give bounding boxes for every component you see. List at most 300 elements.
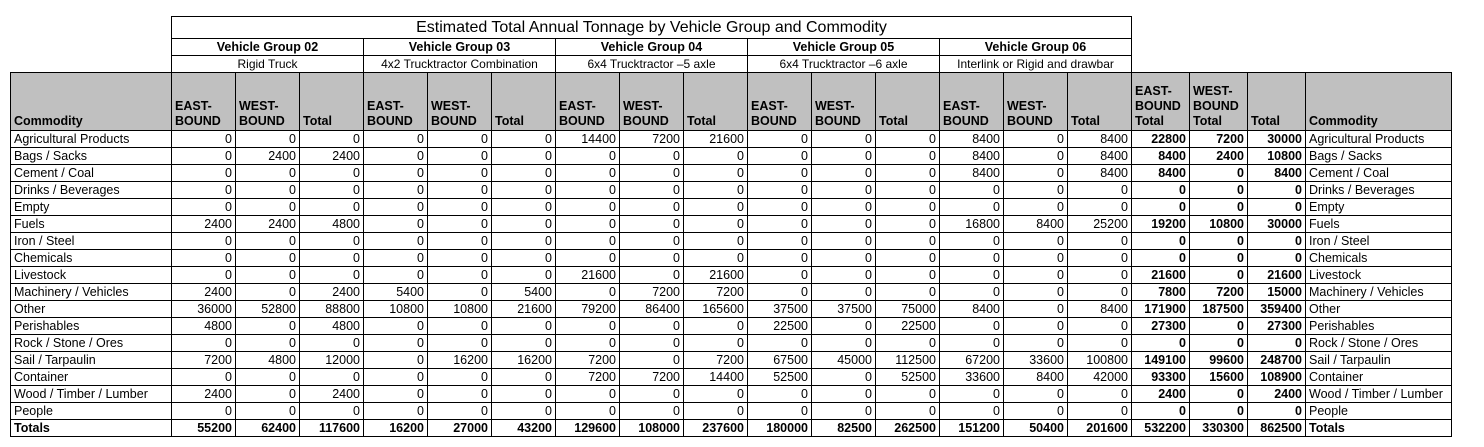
value-cell: 0	[300, 165, 364, 182]
value-cell: 0	[364, 233, 428, 250]
value-cell: 0	[1004, 199, 1068, 216]
value-cell: 2400	[236, 148, 300, 165]
commodity-cell: Sail / Tarpaulin	[11, 352, 172, 369]
value-cell: 0	[1190, 318, 1248, 335]
value-cell: 0	[172, 403, 236, 420]
value-cell: 0	[172, 131, 236, 148]
commodity-cell-right: Rock / Stone / Ores	[1306, 335, 1452, 352]
value-cell: 0	[1068, 403, 1132, 420]
value-cell: 0	[1004, 403, 1068, 420]
commodity-cell: Cement / Coal	[11, 165, 172, 182]
value-cell: 0	[1132, 233, 1190, 250]
value-cell: 4800	[300, 318, 364, 335]
header-eastbound: EAST- BOUND	[748, 73, 812, 131]
value-cell: 2400	[172, 284, 236, 301]
commodity-cell: Container	[11, 369, 172, 386]
value-cell: 10800	[1190, 216, 1248, 233]
value-cell: 7800	[1132, 284, 1190, 301]
value-cell: 8400	[1068, 131, 1132, 148]
value-cell: 0	[236, 318, 300, 335]
commodity-cell: Other	[11, 301, 172, 318]
value-cell: 0	[172, 165, 236, 182]
value-cell: 0	[1068, 199, 1132, 216]
value-cell: 0	[620, 250, 684, 267]
value-cell: 0	[556, 335, 620, 352]
value-cell: 0	[748, 199, 812, 216]
value-cell: 0	[364, 386, 428, 403]
value-cell: 0	[620, 335, 684, 352]
value-cell: 0	[300, 250, 364, 267]
commodity-cell-right: Chemicals	[1306, 250, 1452, 267]
commodity-cell-right: Perishables	[1306, 318, 1452, 335]
group-name-row	[11, 39, 1452, 56]
value-cell: 0	[492, 199, 556, 216]
value-cell: 0	[620, 148, 684, 165]
value-cell: 37500	[812, 301, 876, 318]
header-grand-total: Total	[1248, 73, 1306, 131]
value-cell: 0	[1004, 318, 1068, 335]
value-cell: 8400	[1068, 148, 1132, 165]
value-cell: 0	[172, 148, 236, 165]
value-cell: 10800	[428, 301, 492, 318]
totals-row	[11, 420, 1452, 437]
value-cell: 0	[364, 216, 428, 233]
value-cell: 0	[492, 369, 556, 386]
value-cell: 0	[364, 165, 428, 182]
value-cell: 0	[556, 250, 620, 267]
value-cell: 108900	[1248, 369, 1306, 386]
table-row	[11, 165, 1452, 182]
value-cell: 0	[364, 352, 428, 369]
value-cell: 0	[556, 233, 620, 250]
commodity-cell-right: Sail / Tarpaulin	[1306, 352, 1452, 369]
header-commodity: Commodity	[11, 73, 172, 131]
value-cell: 0	[620, 267, 684, 284]
value-cell: 0	[236, 369, 300, 386]
value-cell: 8400	[1248, 165, 1306, 182]
header-westbound: WEST- BOUND	[236, 73, 300, 131]
value-cell: 0	[364, 403, 428, 420]
value-cell: 21600	[1248, 267, 1306, 284]
value-cell: 0	[300, 199, 364, 216]
value-cell: 0	[1190, 267, 1248, 284]
value-cell: 171900	[1132, 301, 1190, 318]
value-cell: 0	[876, 148, 940, 165]
header-westbound: WEST- BOUND	[620, 73, 684, 131]
header-eastbound: EAST- BOUND	[172, 73, 236, 131]
header-westbound-total: WEST- BOUND Total	[1190, 73, 1248, 131]
commodity-cell-right: Bags / Sacks	[1306, 148, 1452, 165]
value-cell: 0	[428, 318, 492, 335]
value-cell: 0	[684, 216, 748, 233]
value-cell: 0	[1248, 250, 1306, 267]
value-cell: 8400	[1004, 216, 1068, 233]
table-row	[11, 131, 1452, 148]
value-cell: 0	[620, 199, 684, 216]
commodity-cell: Perishables	[11, 318, 172, 335]
value-cell: 0	[556, 318, 620, 335]
value-cell: 0	[300, 267, 364, 284]
value-cell: 8400	[940, 148, 1004, 165]
value-cell: 0	[812, 233, 876, 250]
value-cell: 8400	[940, 165, 1004, 182]
value-cell: 0	[620, 318, 684, 335]
value-cell: 0	[1068, 250, 1132, 267]
value-cell: 0	[684, 199, 748, 216]
value-cell: 5400	[492, 284, 556, 301]
value-cell: 0	[940, 335, 1004, 352]
value-cell: 149100	[1132, 352, 1190, 369]
value-cell: 75000	[876, 301, 940, 318]
value-cell: 0	[1004, 233, 1068, 250]
value-cell: 0	[940, 182, 1004, 199]
value-cell: 187500	[1190, 301, 1248, 318]
value-cell: 7200	[620, 131, 684, 148]
table-row	[11, 369, 1452, 386]
commodity-cell: Fuels	[11, 216, 172, 233]
value-cell: 0	[236, 182, 300, 199]
value-cell: 0	[876, 386, 940, 403]
value-cell: 8400	[1132, 165, 1190, 182]
value-cell: 7200	[556, 352, 620, 369]
value-cell: 19200	[1132, 216, 1190, 233]
value-cell: 0	[940, 233, 1004, 250]
value-cell: 0	[812, 182, 876, 199]
value-cell: 0	[428, 199, 492, 216]
commodity-cell-right: Livestock	[1306, 267, 1452, 284]
value-cell: 0	[812, 403, 876, 420]
value-cell: 0	[364, 369, 428, 386]
value-cell: 0	[1068, 267, 1132, 284]
value-cell: 0	[748, 233, 812, 250]
value-cell: 0	[428, 386, 492, 403]
value-cell: 0	[620, 216, 684, 233]
commodity-cell: Chemicals	[11, 250, 172, 267]
value-cell: 0	[684, 318, 748, 335]
value-cell: 0	[748, 182, 812, 199]
value-cell: 0	[1132, 182, 1190, 199]
value-cell: 0	[940, 250, 1004, 267]
value-cell: 0	[876, 335, 940, 352]
header-eastbound: EAST- BOUND	[556, 73, 620, 131]
value-cell: 180000	[748, 420, 812, 437]
value-cell: 0	[236, 250, 300, 267]
header-total: Total	[684, 73, 748, 131]
value-cell: 330300	[1190, 420, 1248, 437]
value-cell: 16800	[940, 216, 1004, 233]
value-cell: 0	[748, 165, 812, 182]
value-cell: 16200	[428, 352, 492, 369]
value-cell: 37500	[748, 301, 812, 318]
value-cell: 2400	[300, 386, 364, 403]
value-cell: 2400	[300, 148, 364, 165]
value-cell: 21600	[684, 131, 748, 148]
value-cell: 0	[748, 386, 812, 403]
table-row	[11, 233, 1452, 250]
value-cell: 0	[428, 182, 492, 199]
value-cell: 0	[428, 216, 492, 233]
value-cell: 0	[748, 403, 812, 420]
value-cell: 0	[1132, 250, 1190, 267]
value-cell: 0	[492, 131, 556, 148]
commodity-cell-right: Drinks / Beverages	[1306, 182, 1452, 199]
value-cell: 0	[812, 250, 876, 267]
value-cell: 0	[556, 165, 620, 182]
value-cell: 0	[876, 131, 940, 148]
value-cell: 27300	[1248, 318, 1306, 335]
value-cell: 16200	[492, 352, 556, 369]
value-cell: 55200	[172, 420, 236, 437]
value-cell: 0	[364, 131, 428, 148]
value-cell: 2400	[1248, 386, 1306, 403]
group-name: Vehicle Group 03	[364, 39, 556, 56]
value-cell: 0	[300, 131, 364, 148]
value-cell: 67500	[748, 352, 812, 369]
value-cell: 0	[556, 284, 620, 301]
value-cell: 0	[300, 233, 364, 250]
value-cell: 4800	[236, 352, 300, 369]
value-cell: 0	[1004, 301, 1068, 318]
value-cell: 0	[300, 335, 364, 352]
value-cell: 0	[684, 148, 748, 165]
value-cell: 0	[812, 131, 876, 148]
commodity-cell: Livestock	[11, 267, 172, 284]
value-cell: 7200	[1190, 131, 1248, 148]
value-cell: 43200	[492, 420, 556, 437]
spreadsheet	[10, 16, 1452, 437]
commodity-cell: Iron / Steel	[11, 233, 172, 250]
header-westbound: WEST- BOUND	[812, 73, 876, 131]
value-cell: 52500	[748, 369, 812, 386]
value-cell: 0	[428, 250, 492, 267]
value-cell: 0	[428, 284, 492, 301]
table-row	[11, 335, 1452, 352]
value-cell: 0	[556, 199, 620, 216]
value-cell: 0	[684, 335, 748, 352]
value-cell: 4800	[300, 216, 364, 233]
commodity-cell-right: Empty	[1306, 199, 1452, 216]
header-total: Total	[492, 73, 556, 131]
value-cell: 0	[364, 318, 428, 335]
value-cell: 0	[812, 165, 876, 182]
value-cell: 0	[876, 250, 940, 267]
value-cell: 82500	[812, 420, 876, 437]
value-cell: 15600	[1190, 369, 1248, 386]
value-cell: 7200	[620, 284, 684, 301]
value-cell: 0	[236, 335, 300, 352]
value-cell: 0	[1190, 403, 1248, 420]
value-cell: 0	[1190, 165, 1248, 182]
value-cell: 25200	[1068, 216, 1132, 233]
value-cell: 0	[940, 318, 1004, 335]
value-cell: 0	[1068, 284, 1132, 301]
value-cell: 0	[812, 267, 876, 284]
value-cell: 2400	[172, 216, 236, 233]
value-cell: 22500	[748, 318, 812, 335]
value-cell: 36000	[172, 301, 236, 318]
value-cell: 0	[364, 335, 428, 352]
commodity-cell: Drinks / Beverages	[11, 182, 172, 199]
value-cell: 0	[364, 267, 428, 284]
group-name: Vehicle Group 06	[940, 39, 1132, 56]
commodity-cell-right: Totals	[1306, 420, 1452, 437]
value-cell: 0	[620, 352, 684, 369]
value-cell: 0	[1004, 250, 1068, 267]
table-row	[11, 216, 1452, 233]
value-cell: 0	[620, 165, 684, 182]
value-cell: 0	[428, 335, 492, 352]
value-cell: 5400	[364, 284, 428, 301]
value-cell: 0	[300, 403, 364, 420]
value-cell: 862500	[1248, 420, 1306, 437]
group-desc: Rigid Truck	[172, 56, 364, 73]
value-cell: 0	[1248, 182, 1306, 199]
value-cell: 0	[428, 165, 492, 182]
value-cell: 0	[172, 250, 236, 267]
table-row	[11, 386, 1452, 403]
value-cell: 22500	[876, 318, 940, 335]
commodity-cell-right: Cement / Coal	[1306, 165, 1452, 182]
value-cell: 0	[236, 165, 300, 182]
value-cell: 0	[1248, 199, 1306, 216]
table-row	[11, 182, 1452, 199]
value-cell: 0	[428, 369, 492, 386]
value-cell: 0	[172, 233, 236, 250]
value-cell: 27300	[1132, 318, 1190, 335]
value-cell: 33600	[940, 369, 1004, 386]
value-cell: 0	[364, 182, 428, 199]
value-cell: 0	[492, 403, 556, 420]
header-eastbound: EAST- BOUND	[940, 73, 1004, 131]
value-cell: 45000	[812, 352, 876, 369]
value-cell: 0	[940, 267, 1004, 284]
group-name: Vehicle Group 04	[556, 39, 748, 56]
value-cell: 8400	[940, 131, 1004, 148]
value-cell: 0	[812, 318, 876, 335]
value-cell: 0	[492, 148, 556, 165]
value-cell: 0	[1004, 182, 1068, 199]
commodity-cell: Rock / Stone / Ores	[11, 335, 172, 352]
value-cell: 0	[1004, 284, 1068, 301]
value-cell: 8400	[1132, 148, 1190, 165]
value-cell: 8400	[1068, 301, 1132, 318]
value-cell: 0	[364, 250, 428, 267]
commodity-cell-right: People	[1306, 403, 1452, 420]
value-cell: 62400	[236, 420, 300, 437]
value-cell: 0	[1132, 335, 1190, 352]
commodity-cell: Empty	[11, 199, 172, 216]
group-name: Vehicle Group 05	[748, 39, 940, 56]
value-cell: 2400	[1132, 386, 1190, 403]
commodity-cell-right: Iron / Steel	[1306, 233, 1452, 250]
header-total: Total	[300, 73, 364, 131]
header-total: Total	[876, 73, 940, 131]
value-cell: 2400	[1190, 148, 1248, 165]
value-cell: 0	[492, 318, 556, 335]
table-row	[11, 403, 1452, 420]
value-cell: 0	[684, 403, 748, 420]
table-row	[11, 301, 1452, 318]
value-cell: 0	[876, 284, 940, 301]
tonnage-table	[10, 16, 1452, 437]
group-desc: 6x4 Trucktractor –6 axle	[748, 56, 940, 73]
value-cell: 7200	[1190, 284, 1248, 301]
value-cell: 0	[236, 131, 300, 148]
table-row	[11, 284, 1452, 301]
value-cell: 0	[748, 267, 812, 284]
value-cell: 33600	[1004, 352, 1068, 369]
value-cell: 0	[428, 131, 492, 148]
value-cell: 0	[876, 267, 940, 284]
value-cell: 532200	[1132, 420, 1190, 437]
value-cell: 108000	[620, 420, 684, 437]
value-cell: 0	[492, 165, 556, 182]
value-cell: 2400	[172, 386, 236, 403]
value-cell: 0	[492, 216, 556, 233]
value-cell: 0	[1190, 199, 1248, 216]
value-cell: 0	[684, 165, 748, 182]
value-cell: 0	[812, 335, 876, 352]
value-cell: 0	[236, 284, 300, 301]
commodity-cell: Totals	[11, 420, 172, 437]
value-cell: 0	[940, 386, 1004, 403]
value-cell: 7200	[172, 352, 236, 369]
value-cell: 30000	[1248, 131, 1306, 148]
value-cell: 0	[876, 182, 940, 199]
commodity-cell: Wood / Timber / Lumber	[11, 386, 172, 403]
value-cell: 0	[1004, 131, 1068, 148]
commodity-cell-right: Agricultural Products	[1306, 131, 1452, 148]
value-cell: 0	[812, 386, 876, 403]
value-cell: 86400	[620, 301, 684, 318]
value-cell: 0	[876, 216, 940, 233]
value-cell: 8400	[940, 301, 1004, 318]
value-cell: 0	[236, 386, 300, 403]
value-cell: 0	[1068, 233, 1132, 250]
value-cell: 0	[172, 182, 236, 199]
value-cell: 262500	[876, 420, 940, 437]
value-cell: 93300	[1132, 369, 1190, 386]
commodity-cell: People	[11, 403, 172, 420]
value-cell: 0	[1190, 182, 1248, 199]
value-cell: 52800	[236, 301, 300, 318]
value-cell: 14400	[684, 369, 748, 386]
commodity-cell-right: Fuels	[1306, 216, 1452, 233]
value-cell: 0	[172, 335, 236, 352]
value-cell: 0	[300, 369, 364, 386]
header-westbound: WEST- BOUND	[428, 73, 492, 131]
commodity-cell: Agricultural Products	[11, 131, 172, 148]
value-cell: 0	[1004, 386, 1068, 403]
table-row	[11, 318, 1452, 335]
value-cell: 0	[556, 386, 620, 403]
header-westbound: WEST- BOUND	[1004, 73, 1068, 131]
value-cell: 7200	[684, 352, 748, 369]
value-cell: 0	[940, 199, 1004, 216]
commodity-cell-right: Container	[1306, 369, 1452, 386]
value-cell: 248700	[1248, 352, 1306, 369]
value-cell: 79200	[556, 301, 620, 318]
value-cell: 0	[1248, 335, 1306, 352]
value-cell: 0	[556, 148, 620, 165]
value-cell: 0	[556, 182, 620, 199]
column-header-row	[11, 73, 1452, 131]
value-cell: 0	[492, 386, 556, 403]
value-cell: 0	[236, 199, 300, 216]
commodity-cell: Bags / Sacks	[11, 148, 172, 165]
value-cell: 117600	[300, 420, 364, 437]
value-cell: 0	[748, 148, 812, 165]
